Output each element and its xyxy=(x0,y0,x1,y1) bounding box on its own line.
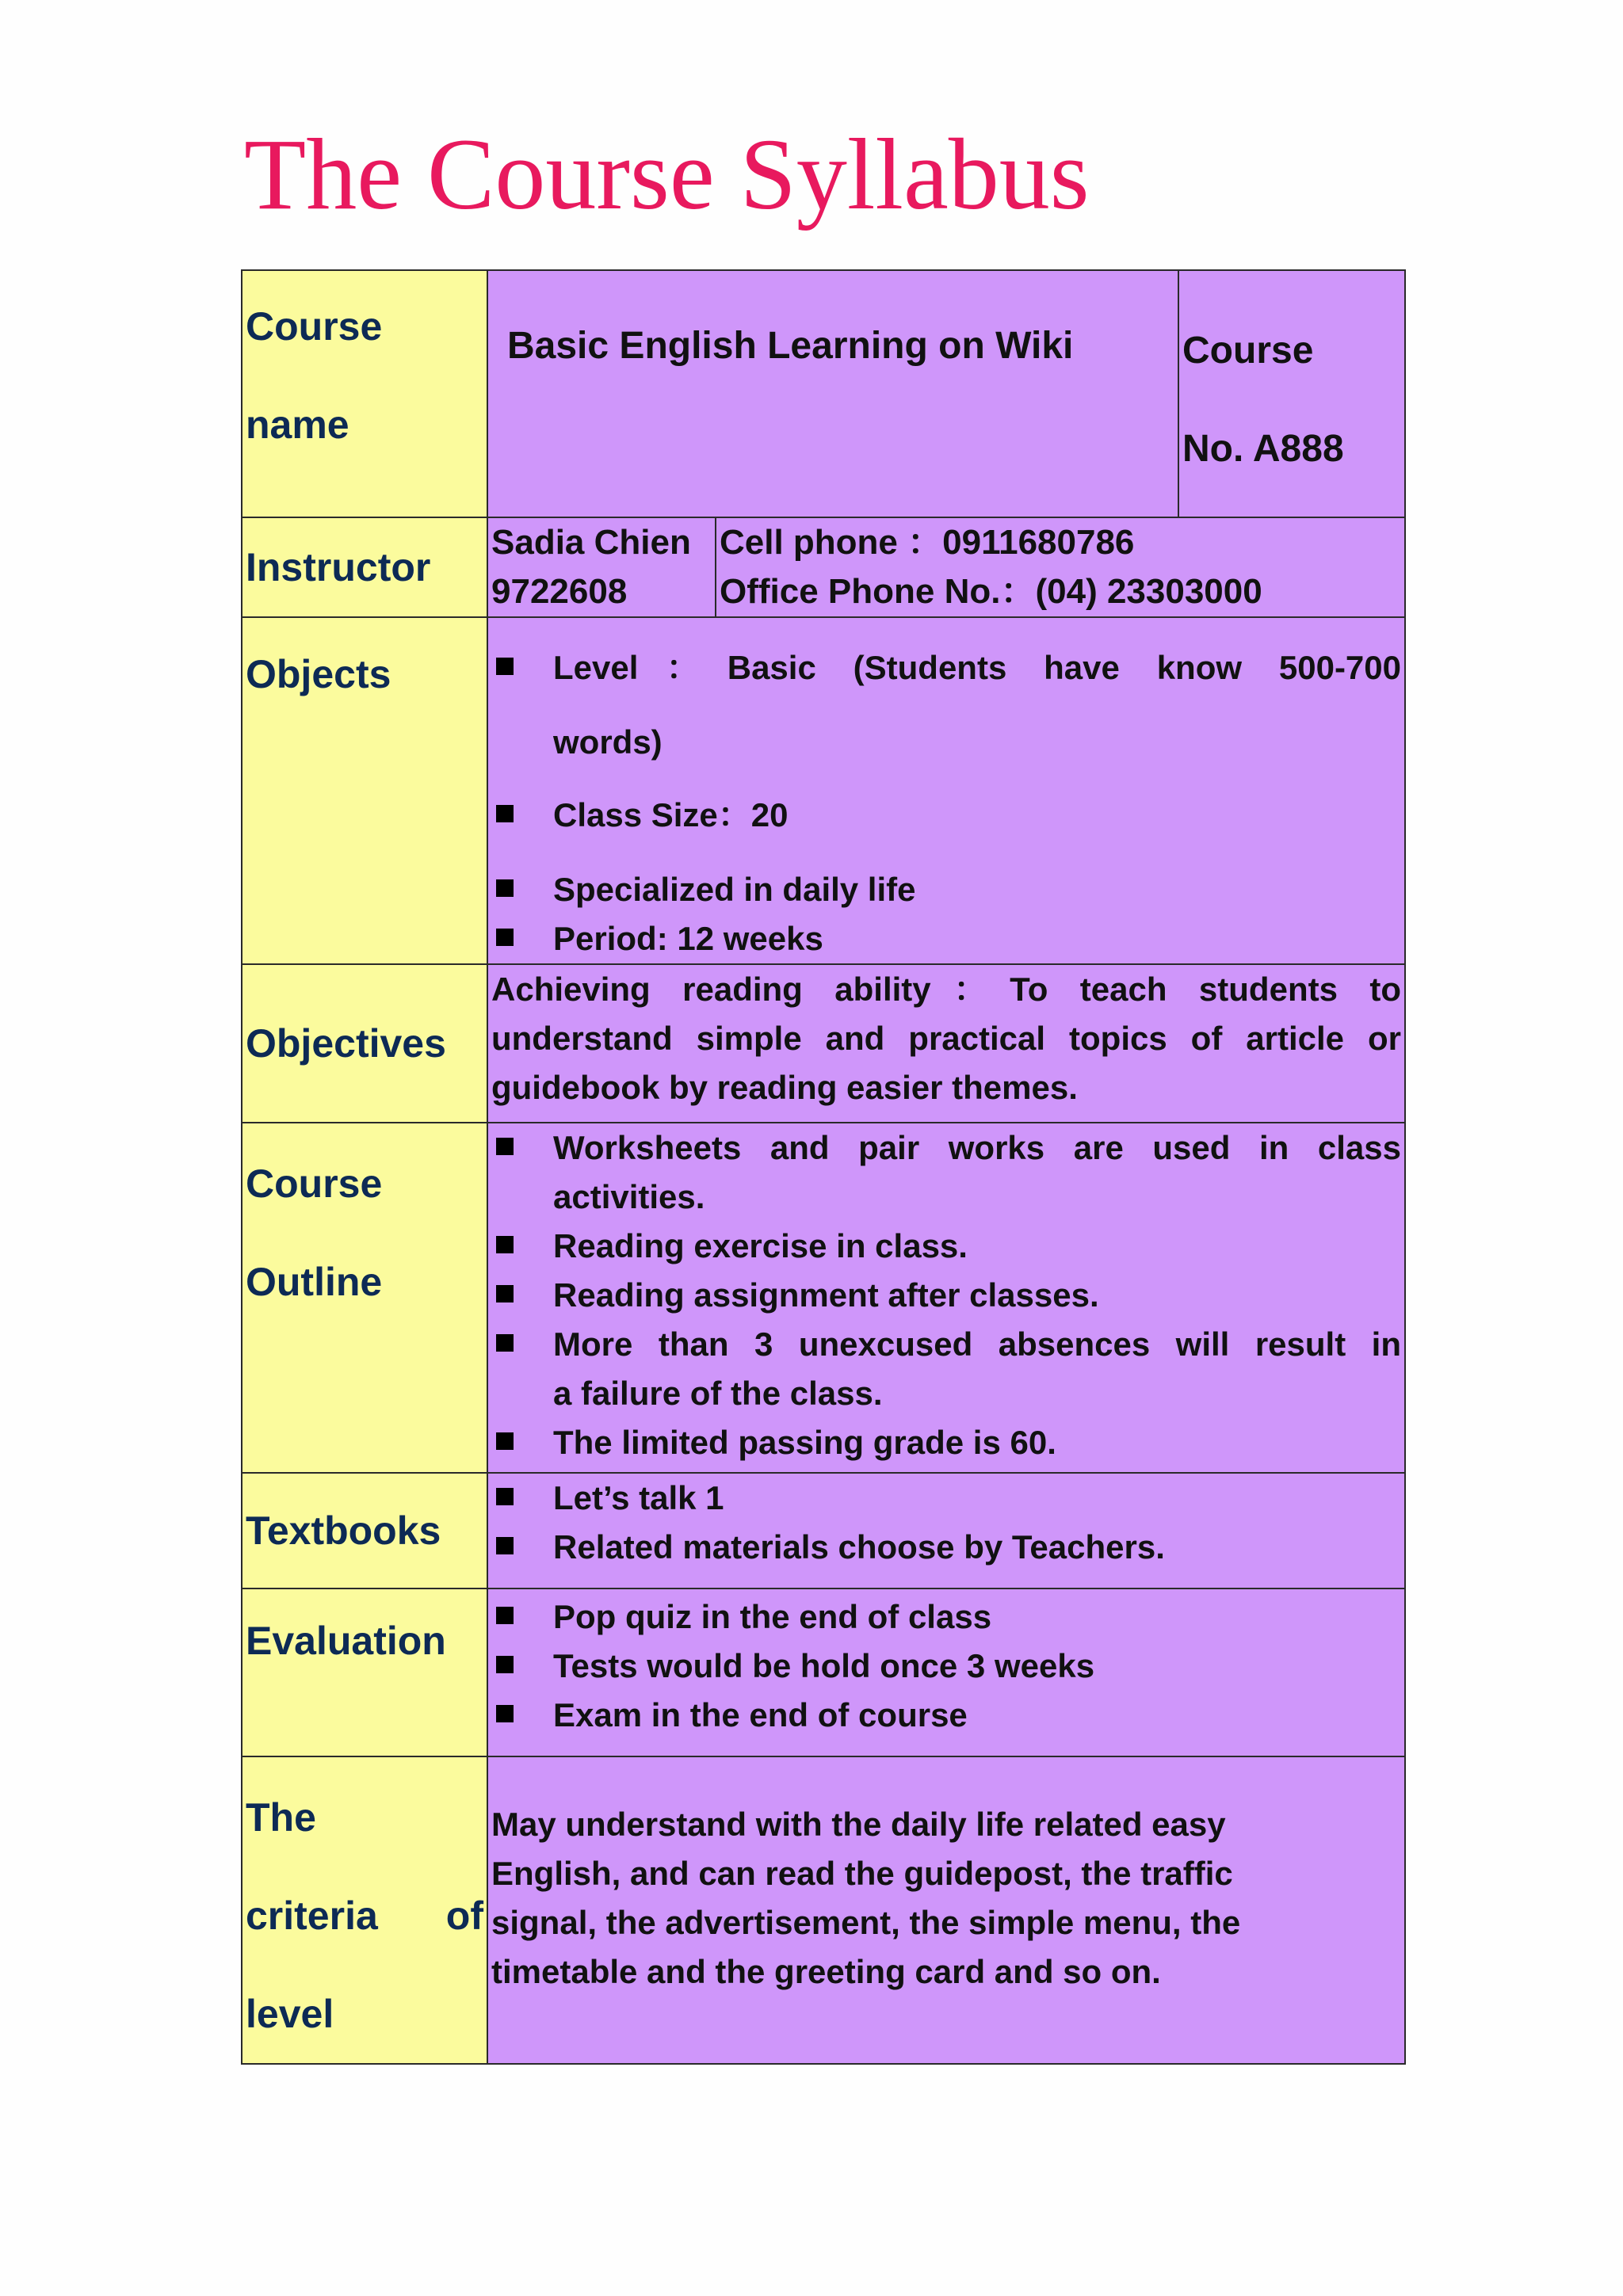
objects-item-specialized: Specialized in daily life xyxy=(553,871,916,908)
course-outline-list xyxy=(488,1123,1401,1467)
instructor-name: Sadia Chien xyxy=(491,523,691,562)
evaluation-item-3: Exam in the end of course xyxy=(553,1696,968,1733)
row-objectives xyxy=(242,964,1405,1123)
list-item xyxy=(488,1418,1401,1467)
square-bullet-icon xyxy=(496,1432,514,1450)
outline-item-passing-grade: The limited passing grade is 60. xyxy=(553,1424,1056,1461)
outline-item-reading-assignment: Reading assignment after classes. xyxy=(553,1276,1099,1314)
evaluation-label: Evaluation xyxy=(242,1589,487,1756)
criteria-line4: timetable and the greeting card and so on. xyxy=(491,1953,1161,1990)
criteria-label-line2 xyxy=(246,1867,483,1965)
course-outline-label-line1: Course xyxy=(246,1161,383,1206)
square-bullet-icon xyxy=(496,1488,514,1505)
syllabus-table xyxy=(241,269,1406,2065)
textbook-item-1: Let’s talk 1 xyxy=(553,1479,724,1516)
evaluation-list xyxy=(488,1592,1401,1740)
outline-item-failure: a failure of the class. xyxy=(553,1375,883,1412)
criteria-cell xyxy=(487,1756,1405,2064)
instructor-label: Instructor xyxy=(242,517,487,617)
criteria-label-word: criteria xyxy=(246,1894,378,1938)
objectives-line2: understand simple and practical topics of article or xyxy=(491,1020,1402,1057)
course-outline-label xyxy=(242,1123,487,1473)
list-item xyxy=(488,1271,1401,1320)
list-item xyxy=(488,1642,1401,1691)
row-textbooks xyxy=(242,1473,1405,1589)
row-course-outline xyxy=(242,1123,1405,1473)
list-item xyxy=(488,865,1401,914)
evaluation-item-2: Tests would be hold once 3 weeks xyxy=(553,1647,1095,1684)
list-item xyxy=(488,1691,1401,1740)
criteria-line1: May understand with the daily life related easy xyxy=(491,1806,1226,1843)
row-objects xyxy=(242,617,1405,964)
square-bullet-icon xyxy=(496,1285,514,1302)
course-name-value: Basic English Learning on Wiki xyxy=(507,325,1074,367)
instructor-id: 9722608 xyxy=(491,572,628,611)
textbook-item-2: Related materials choose by Teachers. xyxy=(553,1528,1165,1566)
course-no-line1: Course xyxy=(1182,330,1314,372)
list-item xyxy=(488,1592,1401,1642)
square-bullet-icon xyxy=(496,1236,514,1253)
square-bullet-icon xyxy=(496,805,514,822)
criteria-line3: signal, the advertisement, the simple menu, the xyxy=(491,1904,1241,1941)
row-instructor xyxy=(242,517,1405,617)
textbooks-cell xyxy=(487,1473,1405,1589)
outline-item-reading-exercise: Reading exercise in class. xyxy=(553,1227,968,1264)
course-name-label-line1: Course xyxy=(246,304,383,349)
course-name-label-line2: name xyxy=(246,402,349,447)
list-item xyxy=(488,643,1401,692)
list-item xyxy=(488,791,1401,840)
list-item xyxy=(488,1369,1401,1418)
textbooks-label: Textbooks xyxy=(242,1473,487,1589)
course-no-line2: No. A888 xyxy=(1182,428,1344,470)
square-bullet-icon xyxy=(496,1537,514,1554)
course-name-label xyxy=(242,270,487,517)
objects-item-level: Level：Basic (Students have know 500-700 xyxy=(553,649,1402,686)
criteria-label xyxy=(242,1756,487,2064)
square-bullet-icon xyxy=(496,1138,514,1155)
textbooks-list xyxy=(488,1474,1401,1572)
outline-item-worksheets: Worksheets and pair works are used in class xyxy=(553,1129,1402,1166)
square-bullet-icon xyxy=(496,1607,514,1624)
course-no-cell xyxy=(1178,270,1405,517)
list-item xyxy=(488,718,1401,767)
row-criteria xyxy=(242,1756,1405,2064)
objects-label: Objects xyxy=(242,617,487,964)
outline-item-absences: More than 3 unexcused absences will result in xyxy=(553,1325,1402,1363)
list-item xyxy=(488,1173,1401,1222)
list-item xyxy=(488,1320,1401,1369)
objects-cell xyxy=(487,617,1405,964)
objects-list xyxy=(488,643,1401,963)
office-phone: Office Phone No.：(04) 23303000 xyxy=(720,572,1262,611)
list-item xyxy=(488,1222,1401,1271)
list-item xyxy=(488,1123,1401,1173)
criteria-label-line3: level xyxy=(246,1992,334,2036)
objectives-line3: guidebook by reading easier themes. xyxy=(491,1069,1078,1106)
objects-item-period: Period: 12 weeks xyxy=(553,920,823,957)
square-bullet-icon xyxy=(496,929,514,946)
row-course-name xyxy=(242,270,1405,517)
list-item xyxy=(488,1474,1401,1523)
objects-item-words: words) xyxy=(553,723,663,761)
evaluation-item-1: Pop quiz in the end of class xyxy=(553,1598,992,1635)
square-bullet-icon xyxy=(496,658,514,675)
evaluation-cell xyxy=(487,1589,1405,1756)
instructor-phones-cell xyxy=(716,517,1405,617)
objectives-label: Objectives xyxy=(242,964,487,1123)
square-bullet-icon xyxy=(496,1705,514,1722)
course-outline-label-line2: Outline xyxy=(246,1260,383,1304)
list-item xyxy=(488,914,1401,963)
course-outline-cell xyxy=(487,1123,1405,1473)
square-bullet-icon xyxy=(496,1334,514,1352)
cell-phone: Cell phone ：0911680786 xyxy=(720,523,1135,562)
objects-item-class-size: Class Size：20 xyxy=(553,796,789,833)
criteria-label-of: of xyxy=(445,1894,483,1938)
course-name-value-cell xyxy=(487,270,1178,517)
page-title: The Course Syllabus xyxy=(244,118,1090,231)
list-item xyxy=(488,1523,1401,1572)
instructor-name-cell xyxy=(487,517,716,617)
row-evaluation xyxy=(242,1589,1405,1756)
objectives-cell xyxy=(487,964,1405,1123)
square-bullet-icon xyxy=(496,879,514,897)
criteria-line2: English, and can read the guidepost, the traffic xyxy=(491,1855,1233,1892)
outline-item-activities: activities. xyxy=(553,1178,705,1215)
criteria-label-line1: The xyxy=(246,1795,316,1840)
objectives-line1: Achieving reading ability：To teach students to xyxy=(491,971,1402,1008)
square-bullet-icon xyxy=(496,1656,514,1673)
